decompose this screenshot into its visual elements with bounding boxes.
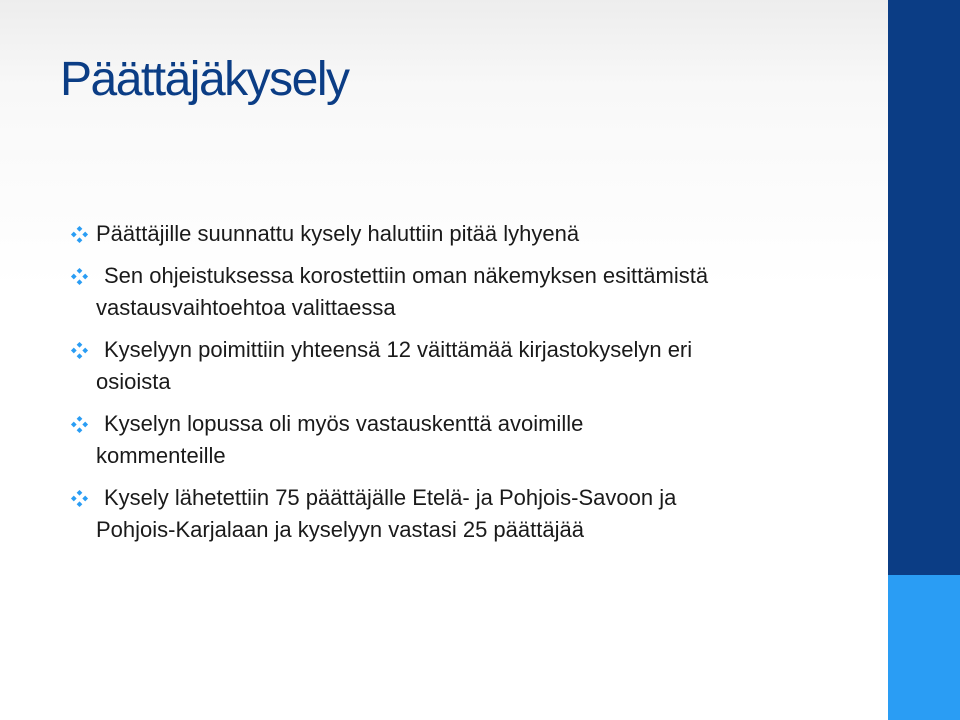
bullet-text-line: Sen ohjeistuksessa korostettiin oman näkemyksen esittämistä — [104, 262, 709, 288]
diamond-bullet-icon — [70, 415, 89, 434]
diamond-bullet-icon — [70, 341, 89, 360]
bullet-text-line: Kyselyn lopussa oli myös vastauskenttä avoimille — [104, 410, 584, 436]
bullet-text-line: Pohjois-Karjalaan ja kyselyyn vastasi 25 päättäjää — [96, 517, 584, 542]
diamond-bullet-icon — [70, 267, 89, 286]
bullet-item — [70, 218, 870, 251]
diamond-bullet-icon — [70, 489, 89, 508]
bullet-list — [70, 218, 870, 556]
bullet-text-line: vastausvaihtoehtoa valittaessa — [96, 295, 396, 320]
diamond-bullet-icon — [70, 225, 89, 244]
bullet-item — [70, 334, 870, 399]
bullet-item — [70, 260, 870, 325]
bullet-text-line: Päättäjille suunnattu kysely haluttiin pitää lyhyenä — [96, 221, 580, 246]
slide-title: Päättäjäkysely — [60, 53, 349, 106]
bullet-text-line: Kyselyyn poimittiin yhteensä 12 väittämää kirjastokyselyn eri — [104, 336, 693, 362]
bullet-item — [70, 482, 870, 547]
bullet-text-line: kommenteille — [96, 443, 226, 468]
bullet-text-line: osioista — [96, 369, 171, 394]
bullet-item — [70, 408, 870, 473]
sidebar-light-accent — [888, 575, 960, 720]
bullet-text-line: Kysely lähetettiin 75 päättäjälle Etelä- ja Pohjois-Savoon ja — [104, 484, 677, 510]
sidebar-dark-accent — [888, 0, 960, 575]
